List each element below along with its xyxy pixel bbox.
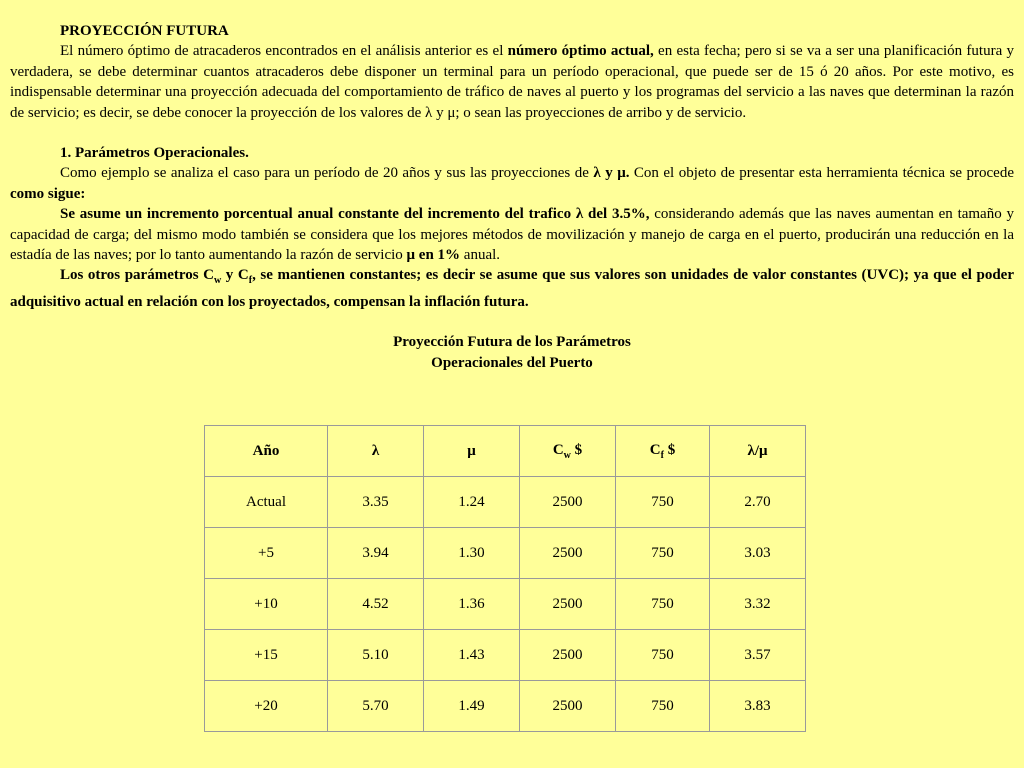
cell-year: +15 [205,630,328,681]
header-lambda: λ [328,426,424,477]
cell-mu: 1.49 [424,681,520,732]
cell-lambda: 5.10 [328,630,424,681]
assumption-bold-1: Se asume un incremento porcentual anual constante del incremento del trafico λ del 3.5%, [60,206,650,223]
cell-cf: 750 [616,681,710,732]
cell-cf: 750 [616,630,710,681]
constants-sub-1: w [214,275,222,287]
constants-sub-2: f [248,275,253,287]
cell-cw: 2500 [520,630,616,681]
section-title: PROYECCIÓN FUTURA [60,23,229,39]
intro-paragraph [10,41,1014,123]
cell-ratio: 3.57 [710,630,806,681]
table-row [205,630,806,681]
table-row [205,528,806,579]
cell-ratio: 3.03 [710,528,806,579]
cell-mu: 1.30 [424,528,520,579]
assumption-text-1: considerando además que las naves aumentan en tamaño y capacidad de carga; del mismo modo también se considera que los mejores métodos de movilización y manejo de carga en el puerto, producirán una reducción en la estadía de las naves; por lo tanto aumentando la razón de servicio [10,206,1014,264]
constants-bold-2: y C [221,267,249,284]
cell-cw: 2500 [520,528,616,579]
table-row [205,579,806,630]
cell-ratio: 2.70 [710,477,806,528]
example-bold-2: como sigue: [10,185,86,202]
header-cw: $C_w$ $ [520,426,616,477]
table-row [205,477,806,528]
table-row [205,681,806,732]
assumption-text-2: anual. [460,247,501,264]
header-ratio: λ/μ [710,426,806,477]
assumption-bold-2: μ en 1% [406,247,461,264]
constants-bold-1: Los otros parámetros C [60,267,214,284]
cell-ratio: 3.83 [710,681,806,732]
cell-ratio: 3.32 [710,579,806,630]
cell-cf: 750 [616,477,710,528]
header-mu: μ [424,426,520,477]
projection-table [204,425,806,732]
cell-mu: 1.36 [424,579,520,630]
example-text-1: Como ejemplo se analiza el caso para un período de 20 años y sus las proyecciones de [60,165,594,182]
cell-cw: 2500 [520,579,616,630]
table-title-line-1: Proyección Futura de los Parámetros [393,334,631,351]
intro-text-1: El número óptimo de atracaderos encontrados en el análisis anterior es el [60,43,508,60]
example-paragraph [10,163,1014,204]
cell-lambda: 3.35 [328,477,424,528]
cell-lambda: 4.52 [328,579,424,630]
cell-year: +5 [205,528,328,579]
cell-mu: 1.43 [424,630,520,681]
intro-text-2: en esta fecha; pero si se va a ser una planificación futura y verdadera, se debe determinar cuantos atracaderos debe disponer un terminal para un período operacional, que puede ser de 15 ó 20 años. Por este motivo, es indispensable determinar una proyección adecuada del comportamiento de tráfico de naves al puerto y los programas del servicio a las naves que determinan la razón de servicio; es decir, se debe conocer la proyección de los valores de λ y μ; o sean las proyecciones de arribo y de servicio. [10,43,1014,121]
cell-cf: 750 [616,579,710,630]
cell-cf: 750 [616,528,710,579]
cell-cw: 2500 [520,681,616,732]
cell-cw: 2500 [520,477,616,528]
cell-year: Actual [205,477,328,528]
cell-lambda: 5.70 [328,681,424,732]
intro-bold-1: número óptimo actual, [507,43,654,60]
example-bold-1: λ y μ. [593,165,630,182]
constants-bold-3: , se mantienen constantes; es decir se asume que sus valores son unidades de valor constantes (UVC); ya que el poder adquisitivo actual en relación con los proyectados, compensan la inflación futura. [10,267,1014,310]
constants-paragraph [10,265,1014,312]
subsection-title: 1. Parámetros Operacionales. [60,145,249,162]
projection-table-wrapper [204,425,806,732]
example-text-2: Con el objeto de presentar esta herramienta técnica se procede [629,165,1015,182]
table-title-line-2: Operacionales del Puerto [431,354,593,371]
header-year: Año [205,426,328,477]
table-header-row [205,426,806,477]
cell-year: +20 [205,681,328,732]
document-body [10,21,1014,373]
header-cf: $C_f$ $ [616,426,710,477]
cell-lambda: 3.94 [328,528,424,579]
cell-year: +10 [205,579,328,630]
assumption-paragraph [10,204,1014,265]
cell-mu: 1.24 [424,477,520,528]
